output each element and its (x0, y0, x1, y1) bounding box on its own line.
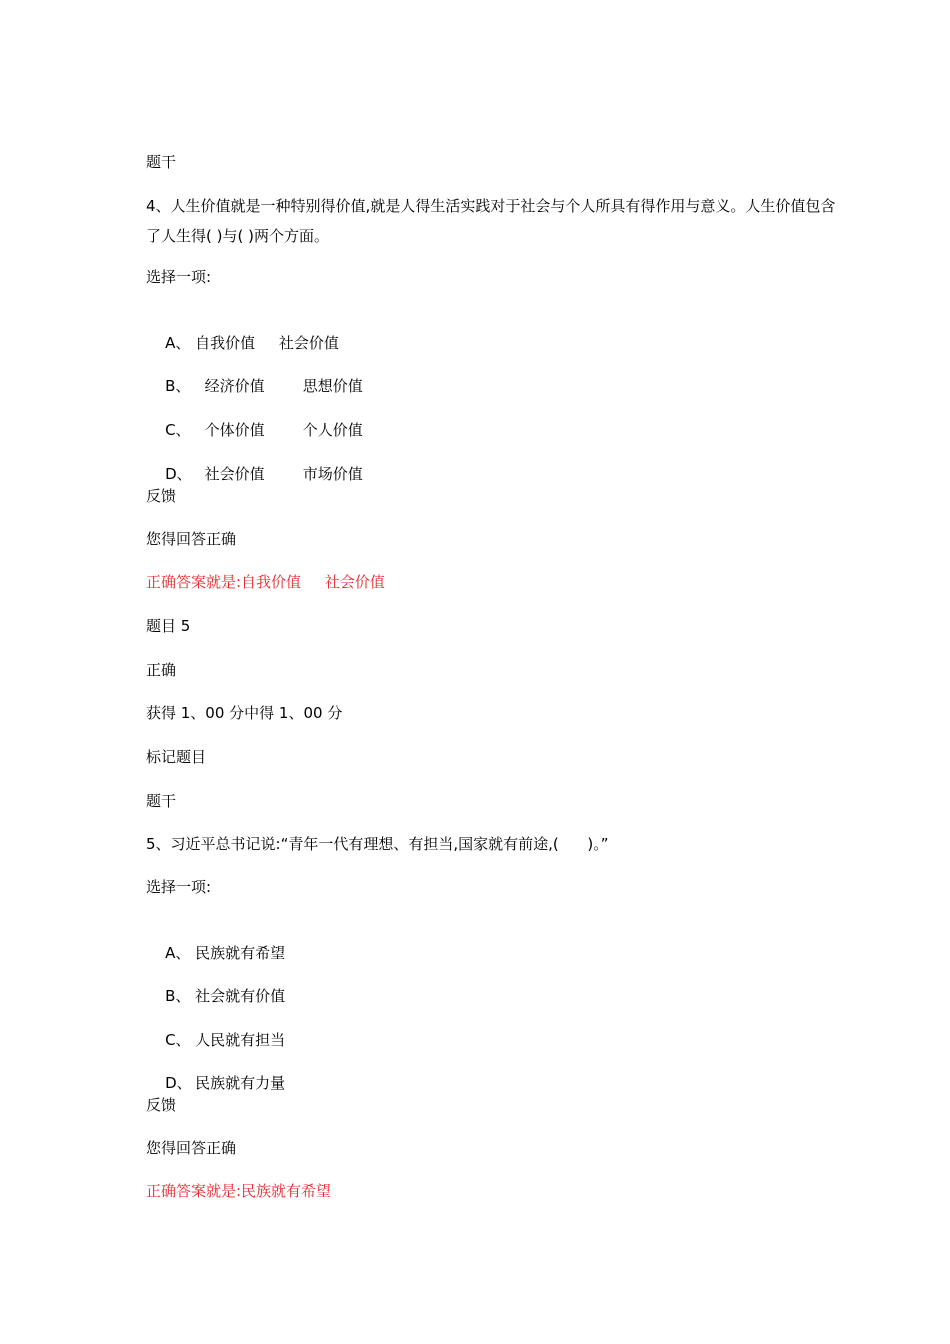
option-letter: C、 (165, 421, 191, 439)
option-text: 社会就有价值 (195, 987, 286, 1005)
option-letter: D、 (165, 465, 192, 483)
option-letter: D、 (165, 1074, 192, 1092)
option-letter: A、 (165, 944, 191, 962)
q5-score: 获得 1、00 分中得 1、00 分 (146, 704, 343, 722)
q5-question-text: 5、习近平总书记说:“青年一代有理想、有担当,国家就有前途,( )。” (146, 835, 609, 853)
option-letter: A、 (165, 334, 191, 352)
q4-question-text: 4、人生价值就是一种特别得价值,就是人得生活实践对于社会与个人所具有得作用与意义。人生价值包含了人生得( )与( )两个方面。 (146, 197, 836, 245)
option-text: 民族就有力量 (195, 1074, 286, 1092)
q5-section-label: 题干 (146, 792, 177, 810)
q5-feedback-result: 您得回答正确 (146, 1139, 237, 1157)
option-letter: B、 (165, 377, 191, 395)
q4-feedback-label: 反馈 (146, 487, 177, 505)
flag-question-link[interactable]: 标记题目 (146, 748, 207, 766)
option-letter: B、 (165, 987, 191, 1005)
option-text: 个体价值 个人价值 (195, 421, 363, 439)
q4-feedback-result: 您得回答正确 (146, 530, 237, 548)
q5-title: 题目 5 (146, 617, 191, 635)
option-text: 自我价值 社会价值 (195, 334, 339, 352)
q4-correct-answer: 正确答案就是:自我价值 社会价值 (146, 573, 385, 591)
option-text: 民族就有希望 (195, 944, 286, 962)
q5-correct-answer: 正确答案就是:民族就有希望 (146, 1182, 332, 1200)
q5-status: 正确 (146, 661, 177, 679)
option-text: 经济价值 思想价值 (195, 377, 363, 395)
q4-select-prompt: 选择一项: (146, 268, 212, 286)
q5-select-prompt: 选择一项: (146, 878, 212, 896)
option-text: 人民就有担当 (195, 1031, 286, 1049)
option-letter: C、 (165, 1031, 191, 1049)
q4-option-d[interactable] (146, 441, 363, 507)
option-text: 社会价值 市场价值 (195, 465, 363, 483)
q5-feedback-label: 反馈 (146, 1096, 177, 1114)
q4-section-label: 题干 (146, 153, 177, 171)
